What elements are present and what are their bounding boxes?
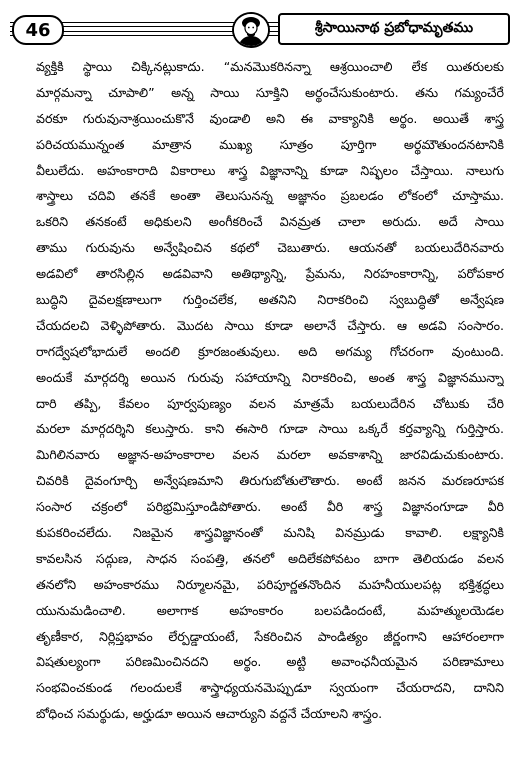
text-line: యునుమడించాలి. అలాగాక అహంకారం బలపడిందంటే, మహత్ములయెడల <box>36 602 504 618</box>
text-line: దారి తప్పి, కేవలం పూర్వపుణ్యం వలన మాత్రమే బయలుదేరిన చోటుకు చేరి <box>36 395 504 411</box>
text-line: బుద్ధిని దైవలక్షణాలుగా గుర్తించలేక, అతనిని నిరాకరించి స్వబుద్ధితో అన్వేషణ <box>36 292 504 308</box>
text-line: తనలోని అహంకారము నిర్మూలనమై, పరిపూర్ణతనొందిన మహనీయులపట్ల భక్తిశ్రద్ధలు <box>36 576 504 592</box>
text-line: చివరికి దైవంగూర్చి అన్వేషణమాని తిరుగుబోతులౌతారు. అంటే జనన మరణరూపక <box>36 473 504 489</box>
text-line: వీలులేదు. అహంకారాది వికారాలు శాస్త్ర విజ్ఞానాన్ని కూడా నిష్ఫలం చేస్తాయి. నాలుగు <box>36 162 504 178</box>
text-line: అందుకే మార్గదర్శి అయిన గురువు సహాయాన్ని నిరాకరించి, అంత శాస్త్ర విజ్ఞానమున్నా <box>36 369 504 385</box>
text-line: అడవిలో తారసిల్లిన అడవివాని అతిథ్యాన్ని, ప్రేమను, నిరహంకారాన్ని, పరోపకార <box>36 266 504 282</box>
text-line: రాగద్వేషలోభాదులే అందలి క్రూరజంతువులు. అది అగమ్య గోచరంగా వుంటుంది. <box>36 343 504 359</box>
text-line: తాము గురువును అన్వేషించిన కథలో చెబుతారు. ఆయనతో బయలుదేరినవారు <box>36 240 504 256</box>
text-line: బోధించ సమర్థుడు, అర్హుడూ అయిన ఆచార్యుని వద్దనే చేయాలని శాస్త్రం. <box>36 706 383 722</box>
page-number: 46 <box>12 15 64 45</box>
text-line: కావలసిన సద్గుణ, సాధన సంపత్తి, తనలో అదిలేకపోవటం బాగా తెలియడం వలన <box>36 550 504 566</box>
text-line: మరలా మార్గదర్శిని కలుస్తారు. కాని ఈసారి గూడా సాయి ఒక్కరే కర్తవ్యాన్ని గుర్తిస్తారు. <box>36 421 504 437</box>
text-line: సంభవించకుండ గలందులకే శాస్త్రాధ్యయనమెప్పుడూ స్వయంగా చేయరాదని, దానిని <box>36 680 504 696</box>
book-title: శ్రీసాయినాథ ప్రబోధామృతము <box>278 13 510 45</box>
sai-portrait-icon <box>232 12 270 48</box>
page-header <box>10 12 510 46</box>
text-line: సంసార చక్రంలో పరిభ్రమిస్తూండిపోతారు. అంటే వీరి శాస్త్ర విజ్ఞానంగూడా వీరి <box>36 499 504 515</box>
text-line: మార్గమన్నా చూపాలి” అన్న సాయి సూక్తిని అర్థంచేసుకుంటారు. తను గమ్యంచేరే <box>36 84 504 100</box>
text-line: చేయదలచి వెళ్ళిపోతారు. మొదట సాయి కూడా అలానే చేస్తారు. ఆ అడవి సంసారం. <box>36 317 504 333</box>
text-line: విషతుల్యంగా పరిణమించినదని అర్థం. అట్టి అవాంఛనీయమైన పరిణామాలు <box>36 654 504 670</box>
text-line: శాస్త్రాలు చదివి తనకే అంతా తెలుసునన్న అజ్ఞానం ప్రబలడం లోకంలో చూస్తాము. <box>36 188 504 204</box>
text-line: కుపకరించలేదు. నిజమైన శాస్త్రవిజ్ఞానంతో మనిషి వినమ్రుడు కావాలి. లక్ష్యానికి <box>36 525 504 541</box>
text-line: వరకూ గురువునాశ్రయించుకొనే వుండాలి అని ఈ వాక్యానికి అర్థం. అయితే శాస్త్ర <box>36 110 504 126</box>
text-line: ఒకరిని తనకంటే అధికులని అంగీకరించే వినమ్రత చాలా అరుదు. అదే సాయి <box>36 214 504 230</box>
text-line: పరిచయమున్నంత మాత్రాన ముఖ్య సూత్రం పూర్తిగా అర్థమౌతుందనటానికి <box>36 136 504 152</box>
body-text <box>36 54 504 727</box>
text-line: మిగిలినవారు అజ్ఞాన-అహంకారాల వలన మరలా అవకాశాన్ని జారవిడుచుకుంటారు. <box>36 447 504 463</box>
text-line: వ్యక్తికి స్థాయి చిక్కినట్లుకాదు. “మనమొకరినన్నా ఆశ్రయించాలి లేక యితరులకు <box>36 59 504 74</box>
text-line: తృణీకార, నిర్లిప్తభావం లేర్పడ్డాయంటే, సేకరించిన పాండిత్యం జీర్ణంగాని ఆహారంలాగా <box>36 628 504 644</box>
